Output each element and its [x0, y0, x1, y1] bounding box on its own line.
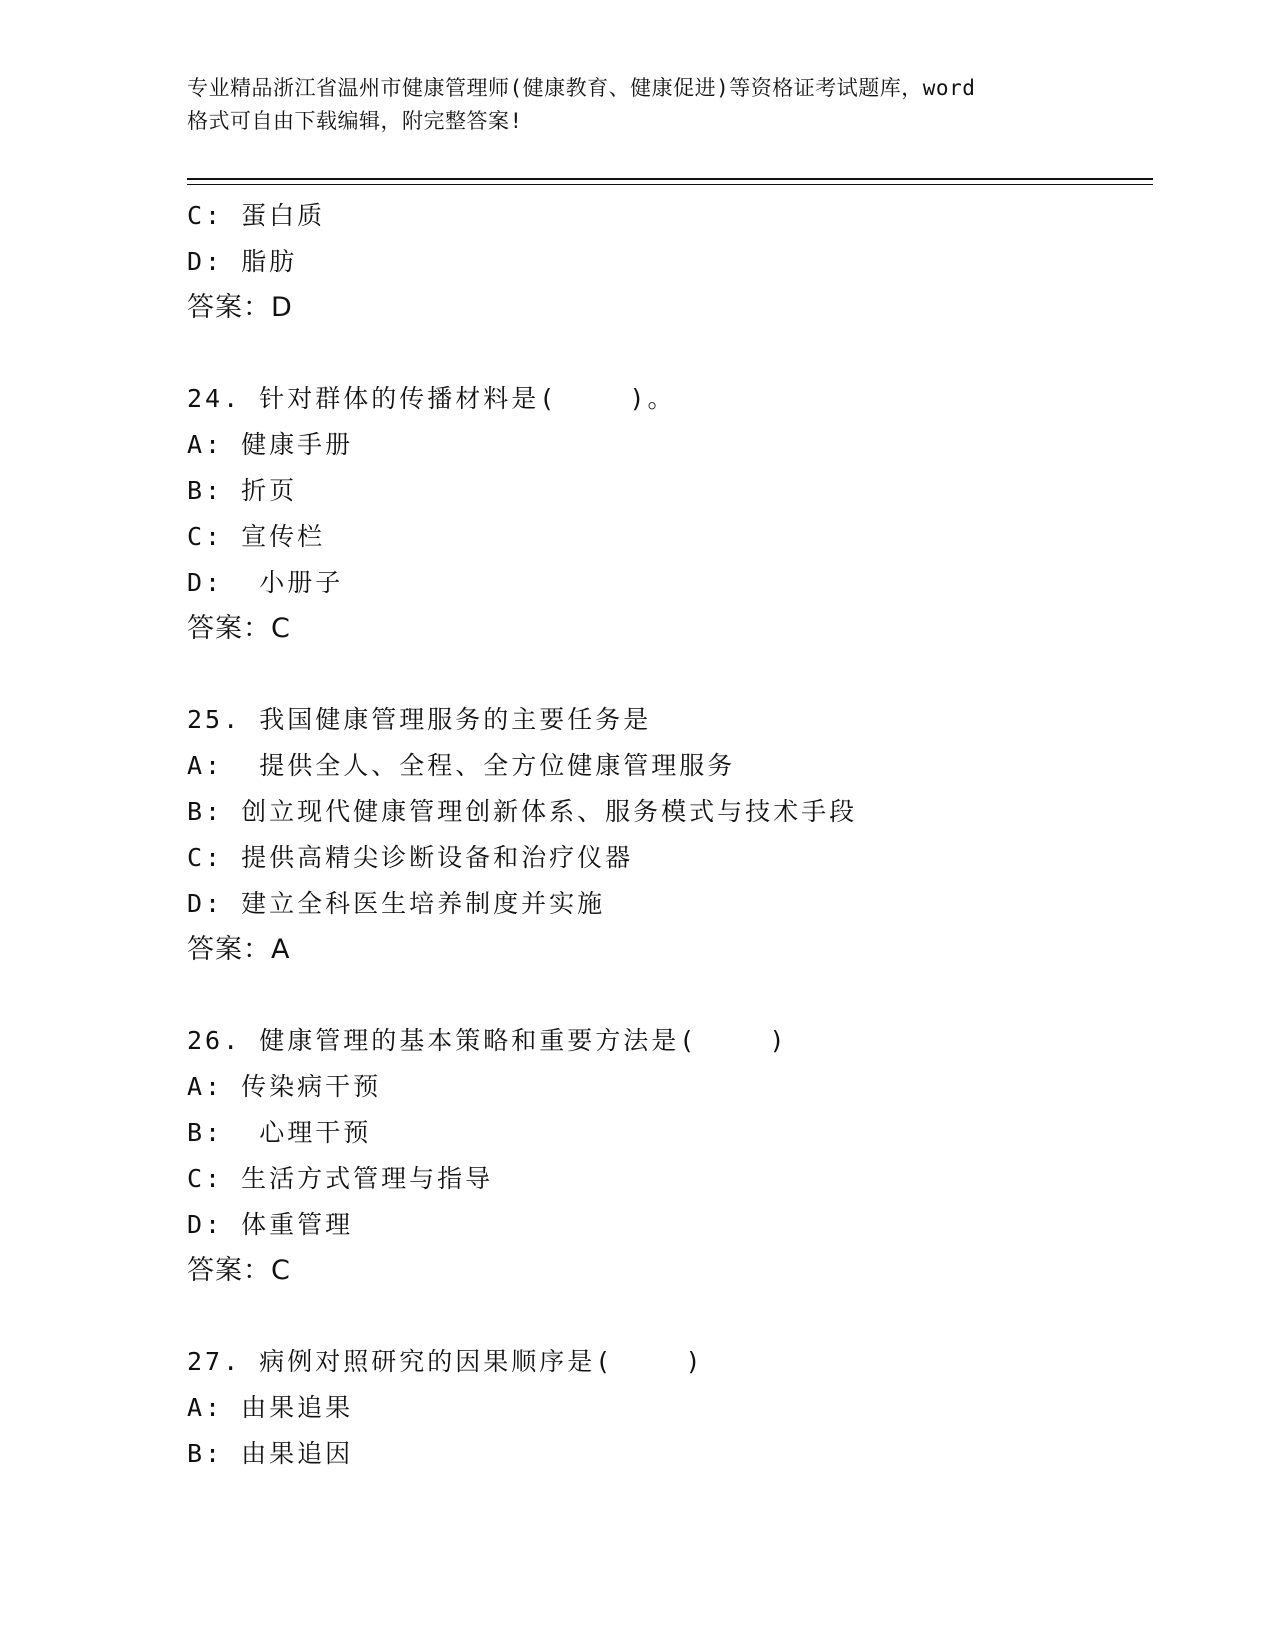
option-b: B: 由果追因 [187, 1439, 354, 1468]
option-a: A: 传染病干预 [187, 1072, 382, 1101]
option-b: B: 折页 [187, 476, 298, 505]
header-line-2: 格式可自由下载编辑，附完整答案! [187, 109, 523, 133]
option-c: C: 宣传栏 [187, 522, 326, 551]
question-stem: 24. 针对群体的传播材料是( )。 [187, 384, 676, 413]
option-b: B: 心理干预 [187, 1118, 372, 1147]
question-block-27 [187, 1339, 1153, 1477]
option-a: A: 健康手册 [187, 430, 354, 459]
question-stem: 27. 病例对照研究的因果顺序是( ) [187, 1347, 704, 1376]
question-list [187, 193, 1153, 1477]
question-block-25 [187, 697, 1153, 973]
option-d: D: 脂肪 [187, 247, 298, 276]
option-d: D: 小册子 [187, 568, 344, 597]
question-block-24 [187, 376, 1153, 652]
question-stem: 26. 健康管理的基本策略和重要方法是( ) [187, 1026, 788, 1055]
header-line-1: 专业精品浙江省温州市健康管理师(健康教育、健康促进)等资格证考试题库，word [187, 76, 976, 100]
option-b: B: 创立现代健康管理创新体系、服务模式与技术手段 [187, 797, 858, 826]
option-a: A: 由果追果 [187, 1393, 354, 1422]
page-header [187, 72, 1087, 138]
answer-line: 答案：D [187, 292, 293, 323]
option-d: D: 体重管理 [187, 1210, 354, 1239]
answer-line: 答案：A [187, 934, 291, 965]
header-divider-thin [187, 184, 1153, 185]
header-divider-thick [187, 178, 1153, 180]
question-stem: 25. 我国健康管理服务的主要任务是 [187, 705, 652, 734]
option-c: C: 蛋白质 [187, 201, 326, 230]
option-c: C: 生活方式管理与指导 [187, 1164, 494, 1193]
answer-line: 答案：C [187, 1255, 291, 1286]
option-c: C: 提供高精尖诊断设备和治疗仪器 [187, 843, 634, 872]
answer-line: 答案：C [187, 613, 291, 644]
option-d: D: 建立全科医生培养制度并实施 [187, 889, 606, 918]
question-block-26 [187, 1018, 1153, 1294]
question-block-prev [187, 193, 1153, 331]
option-a: A: 提供全人、全程、全方位健康管理服务 [187, 751, 736, 780]
